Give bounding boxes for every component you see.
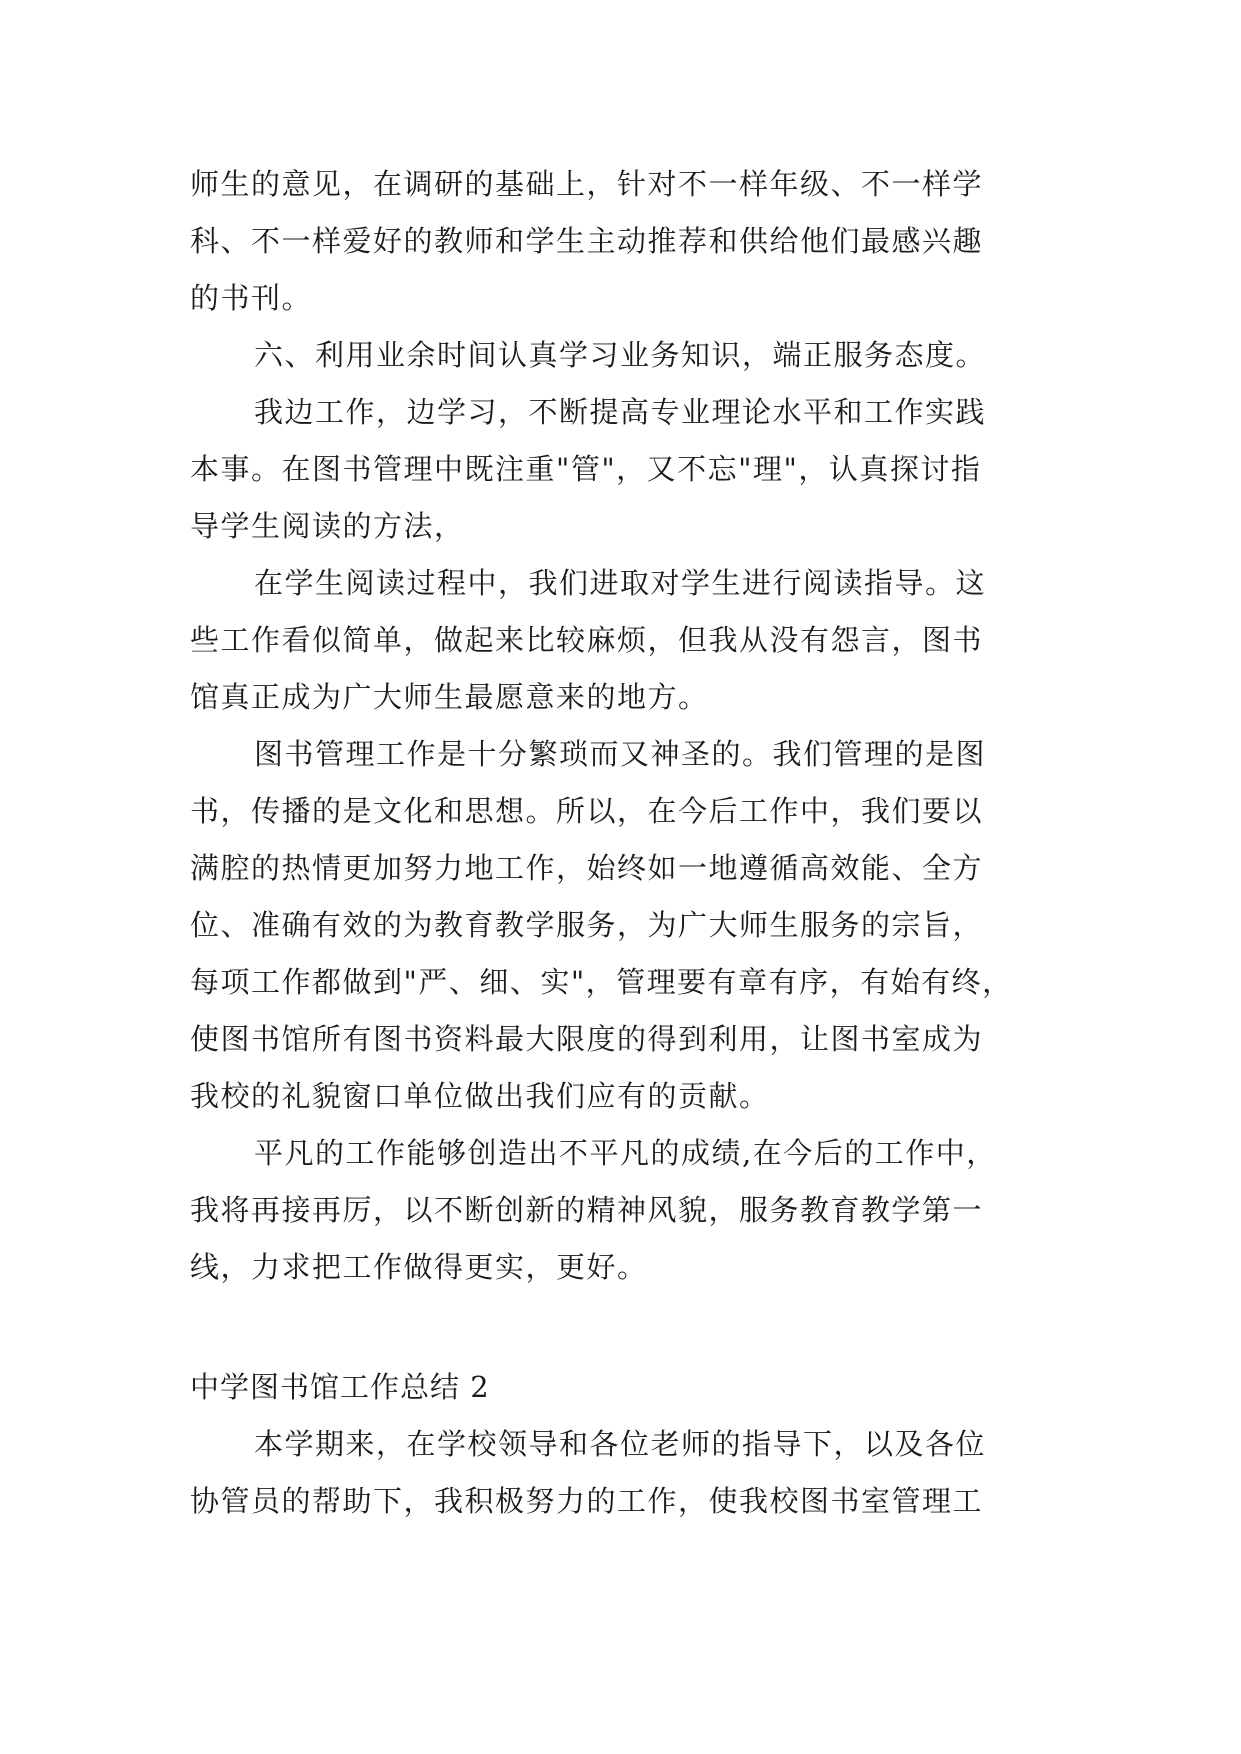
section-gap	[190, 1296, 1050, 1359]
text-line: 我校的礼貌窗口单位做出我们应有的贡献。	[190, 1079, 770, 1113]
text-line: 协管员的帮助下，我积极努力的工作，使我校图书室管理工	[190, 1484, 984, 1518]
text-line: 导学生阅读的方法，	[190, 509, 465, 543]
text-line: 师生的意见，在调研的基础上，针对不一样年级、不一样学	[190, 167, 984, 201]
text-line: 在学生阅读过程中，我们进取对学生进行阅读指导。这	[254, 566, 987, 600]
paragraph	[190, 1416, 1050, 1530]
text-line: 线，力求把工作做得更实，更好。	[190, 1250, 648, 1284]
text-line: 的书刊。	[190, 281, 313, 315]
text-line: 平凡的工作能够创造出不平凡的成绩,在今后的工作中，	[254, 1136, 997, 1170]
section-heading-six	[190, 327, 1050, 384]
section-title: 中学图书馆工作总结 2	[190, 1370, 490, 1404]
paragraph	[190, 156, 1050, 327]
text-line: 书，传播的是文化和思想。所以，在今后工作中，我们要以	[190, 794, 984, 828]
paragraph	[190, 555, 1050, 726]
text-line: 六、利用业余时间认真学习业务知识，端正服务态度。	[254, 338, 987, 372]
text-line: 使图书馆所有图书资料最大限度的得到利用，让图书室成为	[190, 1022, 984, 1056]
text-line: 本事。在图书管理中既注重"管"，又不忘"理"，认真探讨指	[190, 452, 982, 486]
text-line: 图书管理工作是十分繁琐而又神圣的。我们管理的是图	[254, 737, 987, 771]
text-line: 些工作看似简单，做起来比较麻烦，但我从没有怨言，图书	[190, 623, 984, 657]
text-line: 我边工作，边学习，不断提高专业理论水平和工作实践	[254, 395, 987, 429]
text-line: 科、不一样爱好的教师和学生主动推荐和供给他们最感兴趣	[190, 224, 984, 258]
paragraph	[190, 726, 1050, 1125]
paragraph	[190, 384, 1050, 555]
text-line: 我将再接再厉，以不断创新的精神风貌，服务教育教学第一	[190, 1193, 984, 1227]
text-line: 本学期来，在学校领导和各位老师的指导下，以及各位	[254, 1427, 987, 1461]
text-line: 满腔的热情更加努力地工作，始终如一地遵循高效能、全方	[190, 851, 984, 885]
document-body	[190, 156, 1050, 1530]
paragraph	[190, 1125, 1050, 1296]
text-line: 位、准确有效的为教育教学服务，为广大师生服务的宗旨，	[190, 908, 984, 942]
text-line: 馆真正成为广大师生最愿意来的地方。	[190, 680, 709, 714]
text-line: 每项工作都做到"严、细、实"，管理要有章有序，有始有终，	[190, 965, 1013, 999]
